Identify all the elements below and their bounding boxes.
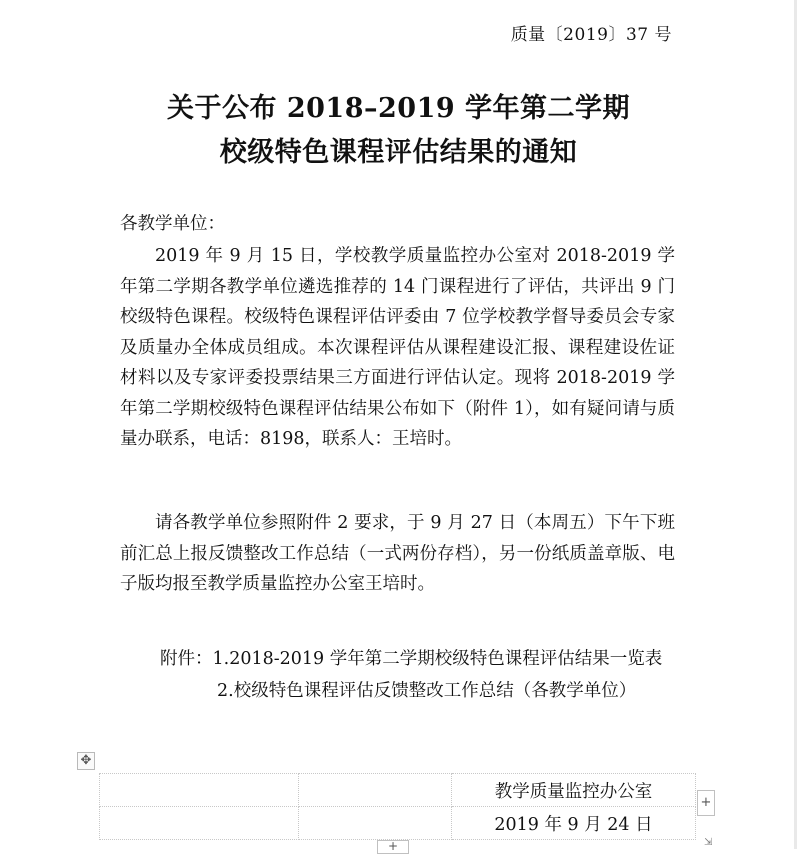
table-move-icon[interactable]: ✥ (77, 752, 95, 770)
table-cell-empty[interactable] (299, 807, 452, 840)
signature-office-cell[interactable] (452, 774, 696, 807)
table-resize-icon[interactable]: ⇲ (704, 837, 713, 848)
add-row-plus-icon[interactable]: + (697, 790, 715, 816)
document-title-line-2: 校级特色课程评估结果的通知 (219, 137, 578, 168)
signature-date: 2019 年 9 月 24 日 (494, 814, 653, 835)
salutation: 各教学单位： (120, 214, 225, 234)
signature-office: 教学质量监控办公室 (494, 781, 653, 802)
table-row (100, 774, 696, 807)
body-paragraph-2: 请各教学单位参照附件 2 要求，于 9 月 27 日（本周五）下午下班前汇总上报反馈整改工作总结（一式两份存档），另一份纸质盖章版、电子版均报至教学质量监控办公室王培时。 (120, 513, 675, 594)
signature-table (99, 773, 696, 840)
attachment-line-2: 2.校级特色课程评估反馈整改工作总结（各教学单位） (217, 681, 637, 701)
table-row (100, 807, 696, 840)
table-cell-empty[interactable] (100, 774, 299, 807)
signature-date-cell[interactable] (452, 807, 696, 840)
document-number: 质量〔2019〕37 号 (510, 25, 672, 45)
add-column-plus-icon[interactable]: + (377, 840, 409, 854)
table-cell-empty[interactable] (299, 774, 452, 807)
table-cell-empty[interactable] (100, 807, 299, 840)
body-paragraph-1: 2019 年 9 月 15 日，学校教学质量监控办公室对 2018-2019 学年第二学期各教学单位遴选推荐的 14 门课程进行了评估，共评出 9 门校级特色课程。校级特色课程评估评委由 7 位学校教学督导委员会专家及质量办全体成员组成。本次课程评估从课程建设汇报、课程建设佐证材料以及专家评委投票结果三方面进行评估认定。现将 2018-2019 学年第二学期校级特色课程评估结果公布如下（附件 1），如有疑问请与质量办联系，电话：8198，联系人：王培时。 (120, 246, 675, 449)
document-title-line-1: 关于公布 2018–2019 学年第二学期 (166, 93, 631, 124)
attachment-line-1: 附件：1.2018-2019 学年第二学期校级特色课程评估结果一览表 (160, 649, 663, 669)
